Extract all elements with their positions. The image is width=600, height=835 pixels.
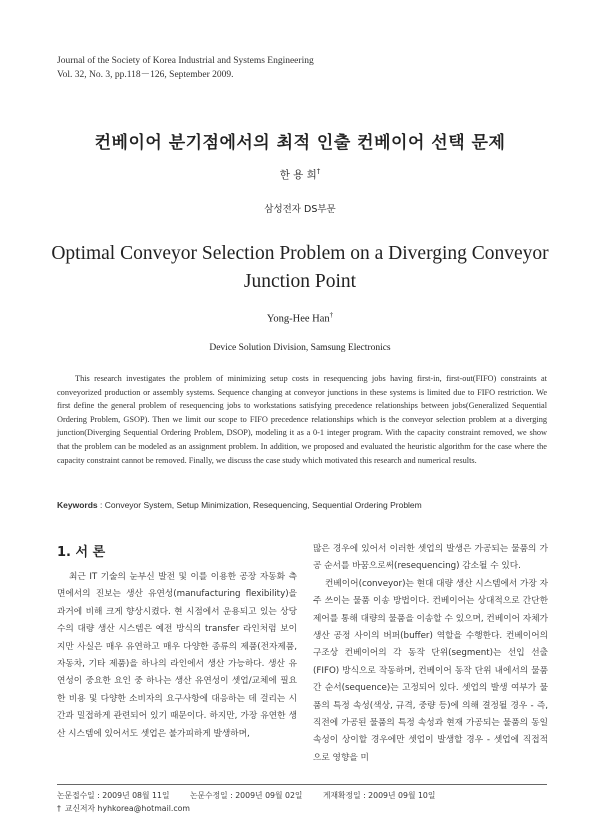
affiliation-korean: 삼성전자 DS부문 (264, 204, 336, 215)
author-mark: † (316, 167, 321, 176)
keywords (57, 500, 547, 510)
footnote-dates (57, 789, 453, 802)
author-korean (0, 167, 600, 182)
body-paragraph: 최근 IT 기술의 눈부신 발전 및 이를 이용한 공장 자동화 측면에서의 진보는 생산 유연성(manufacturing flexibility)을 과거에 비해 크게 향상시켰다. 현 시점에서 운용되고 있는 상당수의 대량 생산 시스템은 예전 방식의 transfer 라인처럼 보이지만 사실은 매우 유연하고 매우 다양한 종류의 제품(전자제품, 자동차, 기타 제품)을 하나의 라인에서 생산 가능하다. 생산 유연성이 중요한 요인 중 하나는 생산 유연성이 셋업/교체에 필요한 비용 및 다양한 소비자의 요구사항에 대응하는 데 걸리는 시간과 밀접하게 관련되어 있기 때문이다. 하지만, 가장 유연한 생산 시스템에 있어서도 셋업은 불가피하게 발생하며, (57, 572, 297, 739)
title-english: Optimal Conveyor Selection Problem on a Diverging Conveyor Junction Point (51, 243, 549, 292)
author-english (0, 311, 600, 325)
body-column-left (57, 569, 297, 743)
body-column-right (313, 541, 548, 767)
corresponding-email: 교신저자 hyhkorea@hotmail.com (64, 804, 191, 813)
author-english-name: Yong-Hee Han (266, 313, 330, 325)
revised-date: 논문수정일 : 2009년 09월 02일 (189, 791, 303, 800)
journal-header (57, 54, 314, 82)
keywords-label: Keywords (57, 500, 98, 510)
body-paragraph: 컨베이어(conveyor)는 현대 대량 생산 시스템에서 가장 자주 쓰이는 물품 이송 방법이다. 컨베이어는 상대적으로 간단한 제어를 통해 대량의 물품을 이송할 수 있으며, 컨베이어 자체가 생산 공정 사이의 버퍼(buffer) 역할을 수행한다. 컨베이어의 구조상 컨베이어의 각 동작 단위(segment)는 선입 선출(FIFO) 방식으로 작동하며, 컨베이어 동작 단위 내에서의 물품간 순서(sequence)는 고정되어 있다. 셋업의 발생 여부가 물품의 특정 속성(색상, 규격, 중량 등)에 의해 결정될 경우 - 즉, 직전에 가공된 물품의 특정 속성과 현재 가공되는 물품의 동일 속성이 상이할 경우에만 셋업이 발생할 경우 - 셋업에 직접적으로 영향을 미 (313, 578, 548, 763)
author-mark-en: † (329, 311, 334, 319)
affiliation-english: Device Solution Division, Samsung Electronics (209, 343, 391, 353)
keywords-text: : Conveyor System, Setup Minimization, Resequencing, Sequential Ordering Problem (100, 500, 422, 510)
journal-issue: Vol. 32, No. 3, pp.118－126, September 2009. (57, 70, 234, 80)
corresponding-author (57, 802, 453, 815)
abstract: This research investigates the problem of minimizing setup costs in resequencing jobs having first-in, first-out(FIFO) constraints at conveyorized production or assembly systems. Sequence changing at conveyor junctions in these systems is limited due to FIFO restriction. We first define the general problem of resequencing jobs to workstations satisfying precedence relationships between jobs(Generalized Sequential Ordering Problem, GSOP). Then we limit our scope to FIFO precedence relationships which is the conveyor selection problem at a diverging junction(Diverging Sequential Ordering Problem, DSOP), modeling it as a 0-1 integer program. With the capacity constraint removed, we show that the problem can be modeled as an assignment problem. In addition, we proposed and evaluated the heuristic algorithm for the case where the capacity constraint cannot be removed. Finally, we discuss the case study which motivated this research and numerical results. (57, 374, 547, 465)
title-korean: 컨베이어 분기점에서의 최적 인출 컨베이어 선택 문제 (94, 133, 506, 153)
received-date: 논문접수일 : 2009년 08월 11일 (57, 791, 170, 800)
section-heading: 1. 서 론 (57, 545, 106, 560)
footnote-divider (57, 784, 547, 785)
body-paragraph-continued: 많은 경우에 있어서 이러한 셋업의 발생은 가공되는 물품의 가공 순서를 바꿈으로써(resequencing) 감소될 수 있다. (313, 544, 548, 572)
author-korean-name: 한 용 희 (279, 169, 317, 181)
dagger-mark: † (57, 804, 61, 813)
journal-name: Journal of the Society of Korea Industrial and Systems Engineering (57, 56, 314, 66)
footnote (57, 789, 453, 815)
accepted-date: 게재확정일 : 2009년 09월 10일 (322, 791, 436, 800)
